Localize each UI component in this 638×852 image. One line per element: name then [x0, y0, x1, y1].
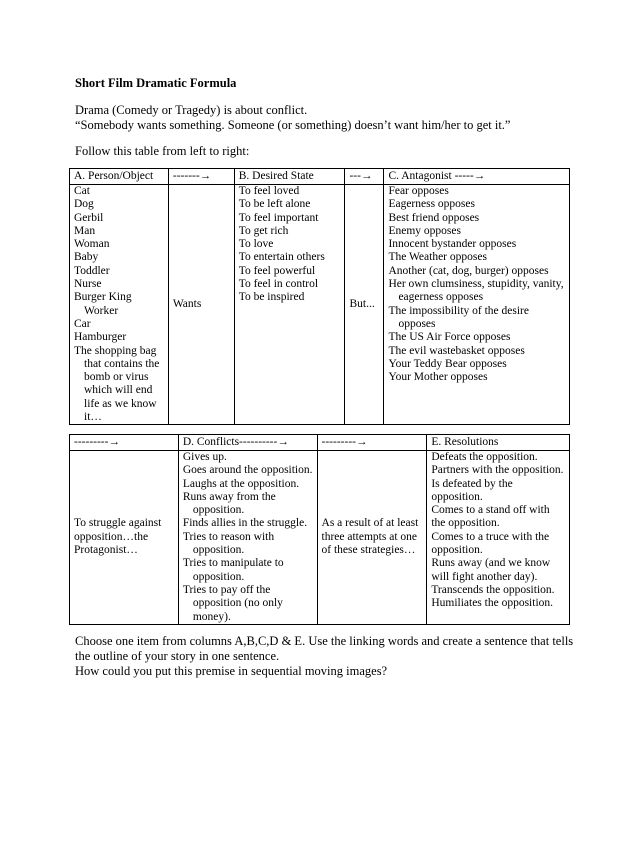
closing-line-1: Choose one item from columns A,B,C,D & E. Use the linking words and create a sentence that tells the outline of your story in one sentence. [75, 634, 574, 663]
list-item: Laughs at the opposition. [182, 477, 300, 490]
table-2-body-row [70, 451, 570, 625]
closing-instructions [75, 634, 575, 679]
list-item: Another (cat, dog, burger) opposes [388, 264, 549, 277]
list-item: Tries to pay off the opposition (no only money). [182, 583, 283, 623]
list-item: Runs away (and we know will fight another day). [431, 557, 551, 583]
list-item: Runs away from the opposition. [182, 490, 276, 517]
document-title: Short Film Dramatic Formula [75, 76, 237, 90]
link-word-wants: Wants [168, 185, 234, 425]
list-item: Your Teddy Bear opposes [388, 357, 507, 370]
list-item: To love [238, 238, 274, 251]
list-item: Is defeated by the opposition. [431, 477, 513, 503]
table-1-body-row [70, 185, 570, 425]
list-item: The US Air Force opposes [388, 331, 511, 344]
list-item: To entertain others [238, 251, 325, 264]
formula-table-2 [69, 434, 570, 625]
column-e-list [427, 451, 570, 625]
table-1-header-row [70, 169, 570, 185]
list-item: Hamburger [74, 331, 127, 344]
list-item: Fear opposes [388, 185, 449, 197]
list-item: Dog [74, 198, 94, 211]
link-phrase-result: As a result of at least three attempts at one of these strategies… [317, 451, 427, 625]
list-item: Car [74, 317, 91, 330]
list-item: To feel in control [238, 278, 319, 291]
list-item: Innocent bystander opposes [388, 238, 517, 251]
header-arrow-2: ---→ [345, 169, 384, 185]
column-a-list [70, 185, 169, 425]
list-item: Burger King Worker [74, 291, 132, 317]
list-item: The impossibility of the desire opposes [388, 304, 529, 330]
header-person-object: A. Person/Object [70, 169, 169, 185]
list-item: The evil wastebasket opposes [388, 344, 525, 357]
list-item: Her own clumsiness, stupidity, vanity, eagerness opposes [388, 278, 564, 304]
table-2-header-row [70, 435, 570, 451]
list-item: Gerbil [74, 211, 104, 224]
list-item: Transcends the opposition. [431, 583, 555, 596]
list-item: Tries to manipulate to opposition. [182, 557, 284, 583]
list-item: Comes to a stand off with the opposition. [431, 504, 550, 530]
link-phrase-struggle: To struggle against opposition…the Protagonist… [70, 451, 179, 625]
list-item: Gives up. [182, 451, 227, 463]
header-arrow-4: ---------→ [317, 435, 427, 451]
list-item: Eagerness opposes [388, 198, 475, 211]
link-word-but: But... [345, 185, 384, 425]
list-item: Best friend opposes [388, 211, 480, 224]
intro-line-1: Drama (Comedy or Tragedy) is about conflict. [75, 103, 308, 117]
header-arrow-3: ---------→ [70, 435, 179, 451]
list-item: To be inspired [238, 291, 305, 304]
column-d-list [178, 451, 317, 625]
list-item: Finds allies in the struggle. [182, 517, 308, 530]
list-item: Woman [74, 238, 110, 251]
closing-line-2: How could you put this premise in sequential moving images? [75, 664, 388, 678]
header-arrow-1: -------→ [168, 169, 234, 185]
list-item: Man [74, 224, 96, 237]
list-item: To be left alone [238, 198, 311, 211]
header-desired-state: B. Desired State [234, 169, 345, 185]
list-item: Cat [74, 185, 90, 197]
list-item: To feel important [238, 211, 319, 224]
list-item: Comes to a truce with the opposition. [431, 530, 550, 557]
header-conflicts: D. Conflicts----------→ [178, 435, 317, 451]
list-item: Your Mother opposes [388, 371, 488, 384]
intro-line-3: Follow this table from left to right: [75, 144, 250, 158]
column-c-list [384, 185, 570, 425]
intro-line-2: “Somebody wants something. Someone (or something) doesn’t want him/her to get it.” [75, 118, 511, 132]
formula-table-1 [69, 168, 570, 425]
header-antagonist: C. Antagonist -----→ [384, 169, 570, 185]
list-item: Baby [74, 251, 99, 264]
list-item: The shopping bag that contains the bomb or virus which will end life as we know it… [74, 344, 160, 424]
column-b-list [234, 185, 345, 425]
list-item: Toddler [74, 264, 110, 277]
header-resolutions: E. Resolutions [427, 435, 570, 451]
list-item: To feel powerful [238, 264, 316, 277]
list-item: To get rich [238, 224, 289, 237]
list-item: Tries to reason with opposition. [182, 530, 275, 557]
list-item: The Weather opposes [388, 251, 487, 264]
list-item: Defeats the opposition. [431, 451, 538, 463]
list-item: Enemy opposes [388, 224, 461, 237]
list-item: Humiliates the opposition. [431, 597, 554, 610]
list-item: To feel loved [238, 185, 300, 197]
list-item: Partners with the opposition. [431, 464, 564, 477]
list-item: Goes around the opposition. [182, 464, 313, 477]
list-item: Nurse [74, 278, 102, 291]
